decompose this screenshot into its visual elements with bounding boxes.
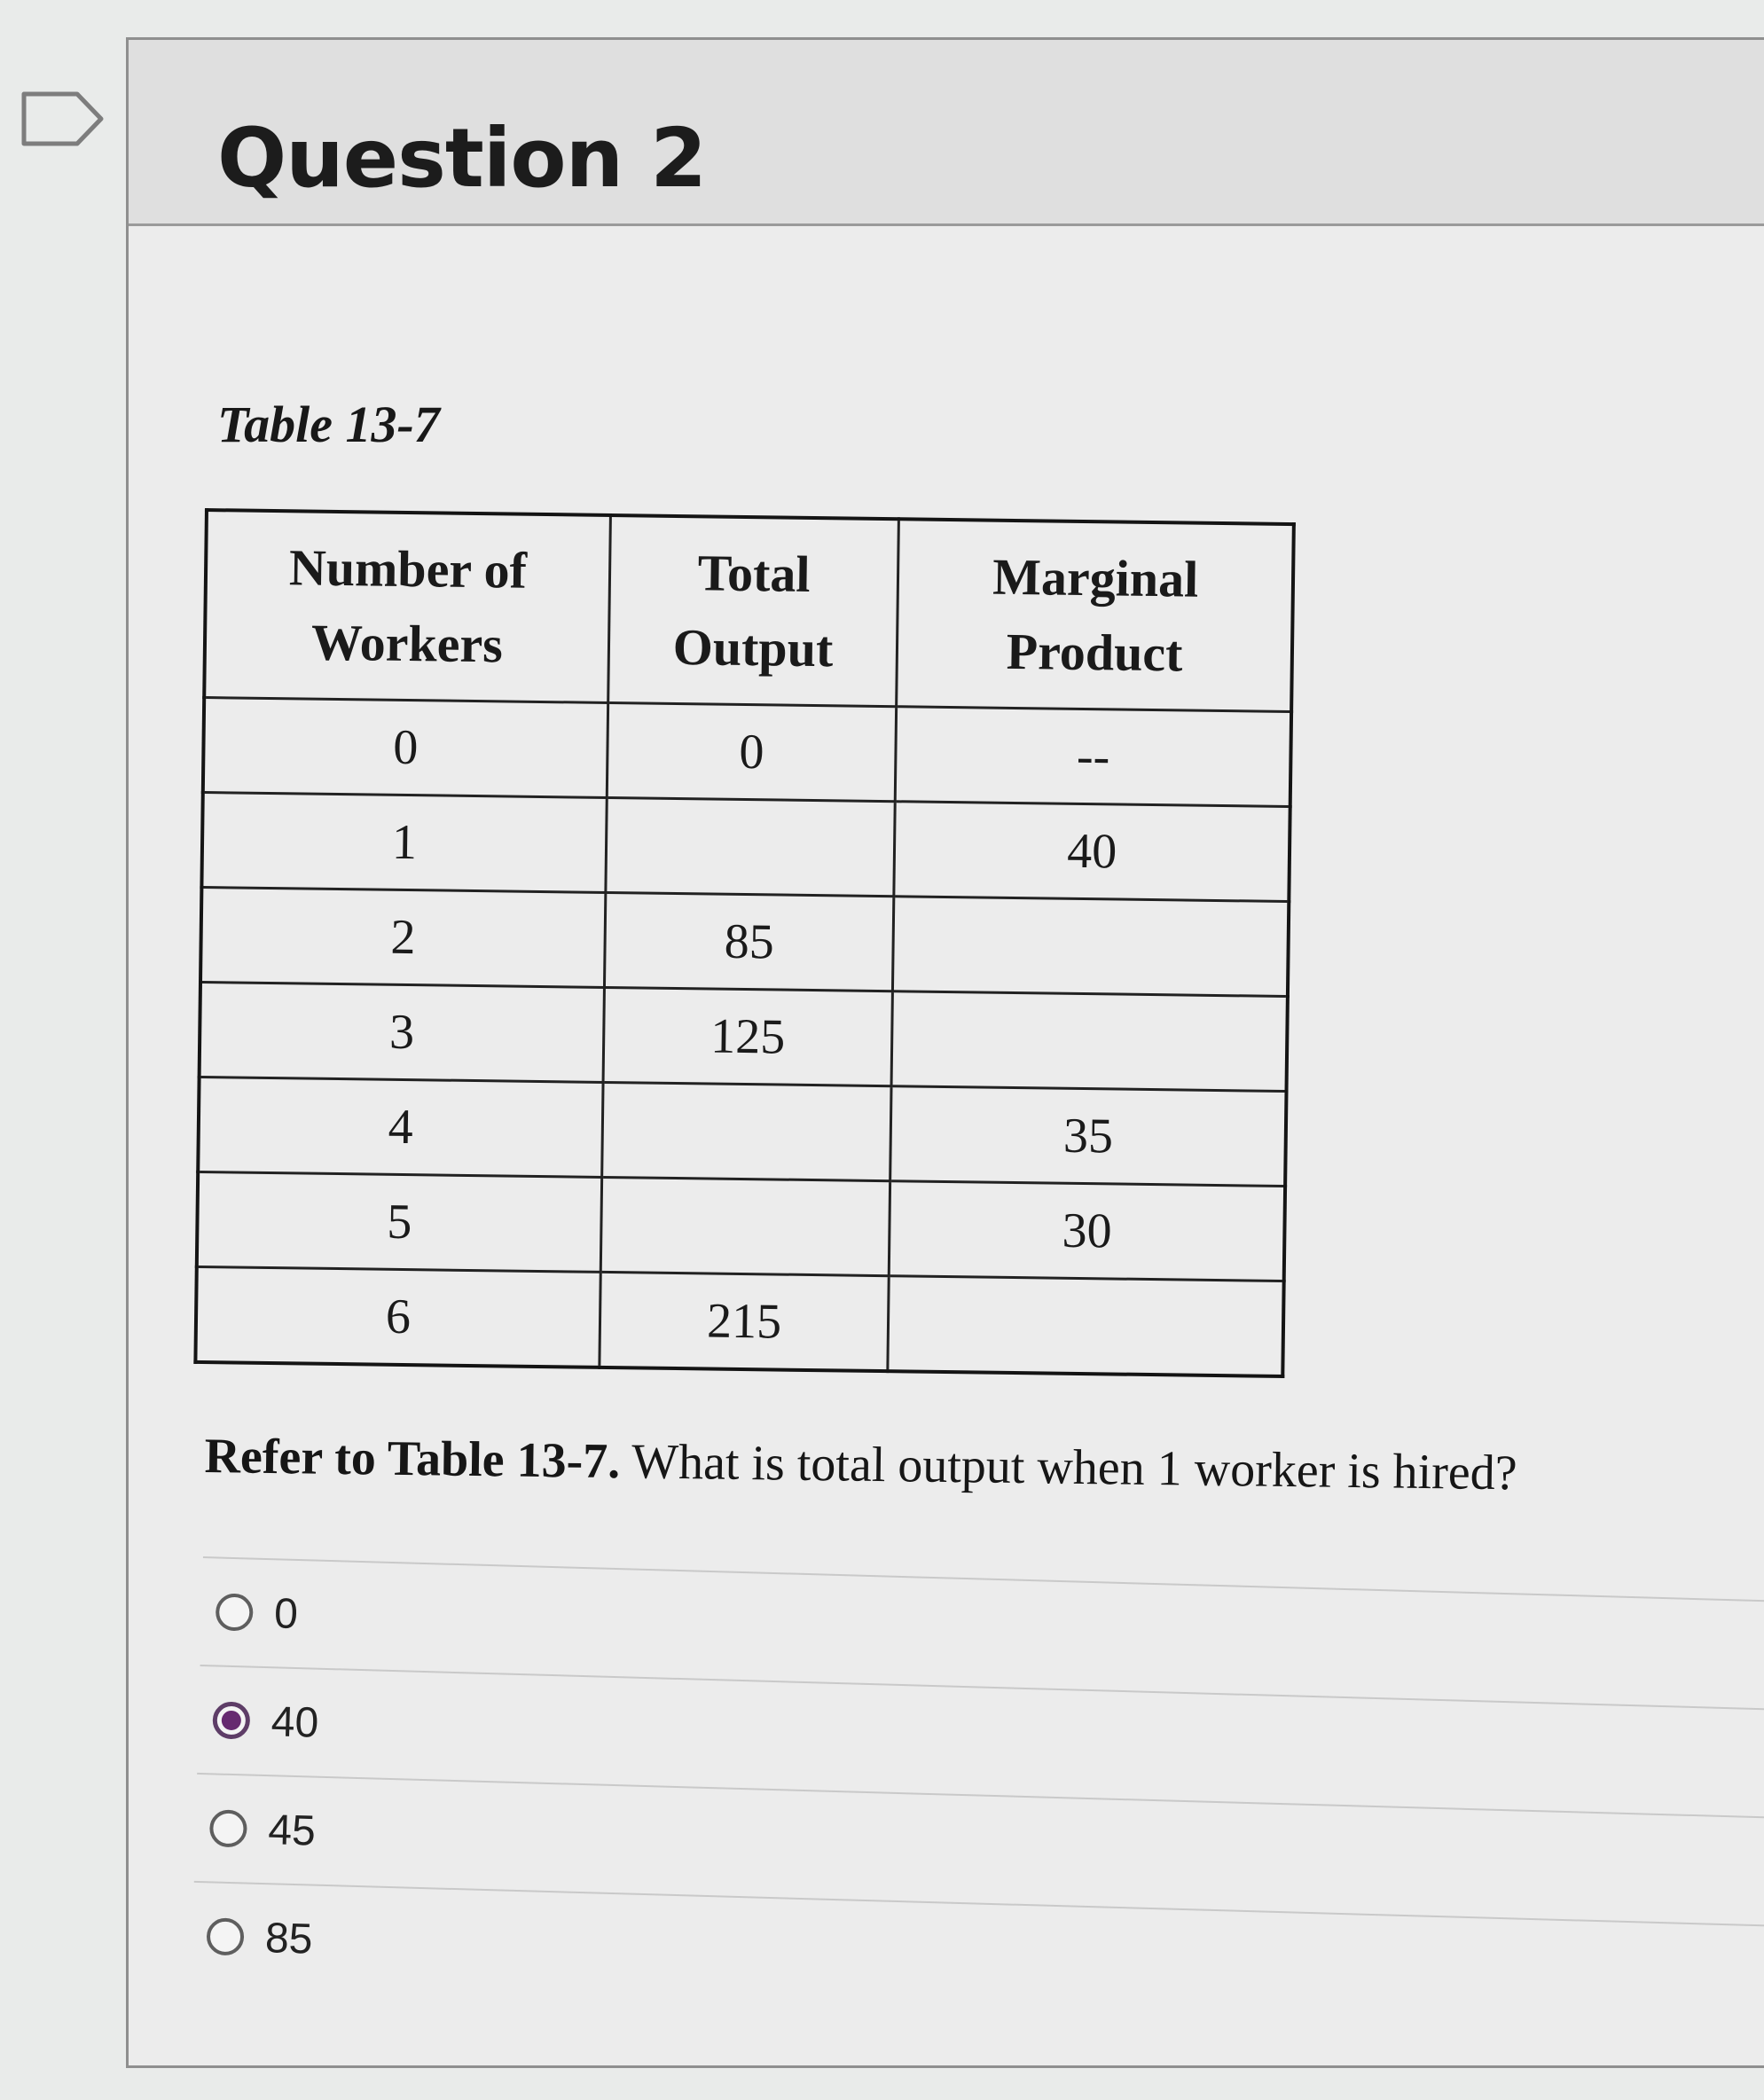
cell-marginal <box>888 1276 1284 1376</box>
question-card <box>126 37 1764 2068</box>
question-title: Question 2 <box>217 111 707 206</box>
table-header-row <box>204 510 1294 712</box>
header-marginal-line-1: Marginal <box>992 547 1199 608</box>
cell-workers: 6 <box>195 1266 600 1367</box>
cell-workers: 2 <box>200 887 606 987</box>
cell-workers: 4 <box>198 1077 603 1177</box>
header-output-line-1: Total <box>697 544 811 603</box>
answer-label: 85 <box>264 1914 314 1963</box>
question-header <box>129 40 1764 226</box>
cell-workers: 1 <box>201 792 607 892</box>
cell-workers: 3 <box>200 982 605 1082</box>
answer-label: 40 <box>270 1697 319 1747</box>
cell-marginal: 35 <box>890 1086 1287 1187</box>
answer-label: 0 <box>273 1589 299 1638</box>
cell-output: 0 <box>607 702 897 801</box>
table-row <box>201 792 1290 901</box>
header-output <box>608 515 898 707</box>
cell-marginal: 40 <box>894 802 1290 902</box>
cell-marginal: -- <box>896 707 1292 807</box>
flag-icon[interactable] <box>20 85 108 156</box>
cell-workers: 5 <box>197 1171 602 1272</box>
cell-workers: 0 <box>203 698 608 798</box>
table-row <box>195 1266 1283 1376</box>
header-workers-line-2: Workers <box>310 613 504 674</box>
table-row <box>197 1171 1285 1281</box>
cell-output <box>606 797 896 896</box>
cell-marginal <box>893 897 1290 997</box>
header-workers <box>204 510 610 702</box>
header-marginal-line-2: Product <box>1006 622 1183 683</box>
table-row <box>198 1077 1286 1186</box>
table-caption: Table 13-7 <box>217 396 440 453</box>
table-row <box>200 887 1289 996</box>
cell-marginal <box>891 991 1288 1092</box>
radio-button-selected[interactable] <box>212 1701 250 1739</box>
answer-label: 45 <box>267 1806 317 1855</box>
radio-button[interactable] <box>209 1809 247 1847</box>
cell-marginal: 30 <box>890 1181 1286 1281</box>
radio-button[interactable] <box>206 1917 244 1955</box>
cell-output <box>601 1082 891 1180</box>
question-prompt-lead: Refer to Table 13-7. <box>204 1428 621 1490</box>
cell-output: 85 <box>604 892 894 991</box>
question-body <box>129 226 1764 2065</box>
question-prompt <box>204 1428 1624 1503</box>
answer-list <box>191 1556 1764 2034</box>
table-row <box>203 698 1291 807</box>
header-workers-line-1: Number of <box>288 538 528 599</box>
header-marginal <box>897 519 1294 711</box>
cell-output: 125 <box>603 987 893 1085</box>
cell-output <box>600 1177 890 1275</box>
table-row <box>200 982 1288 1091</box>
cell-output: 215 <box>600 1272 890 1371</box>
data-table <box>193 508 1296 1378</box>
header-output-line-2: Output <box>672 617 834 678</box>
radio-button[interactable] <box>216 1593 254 1631</box>
question-prompt-text: What is total output when 1 worker is hired? <box>619 1434 1517 1501</box>
